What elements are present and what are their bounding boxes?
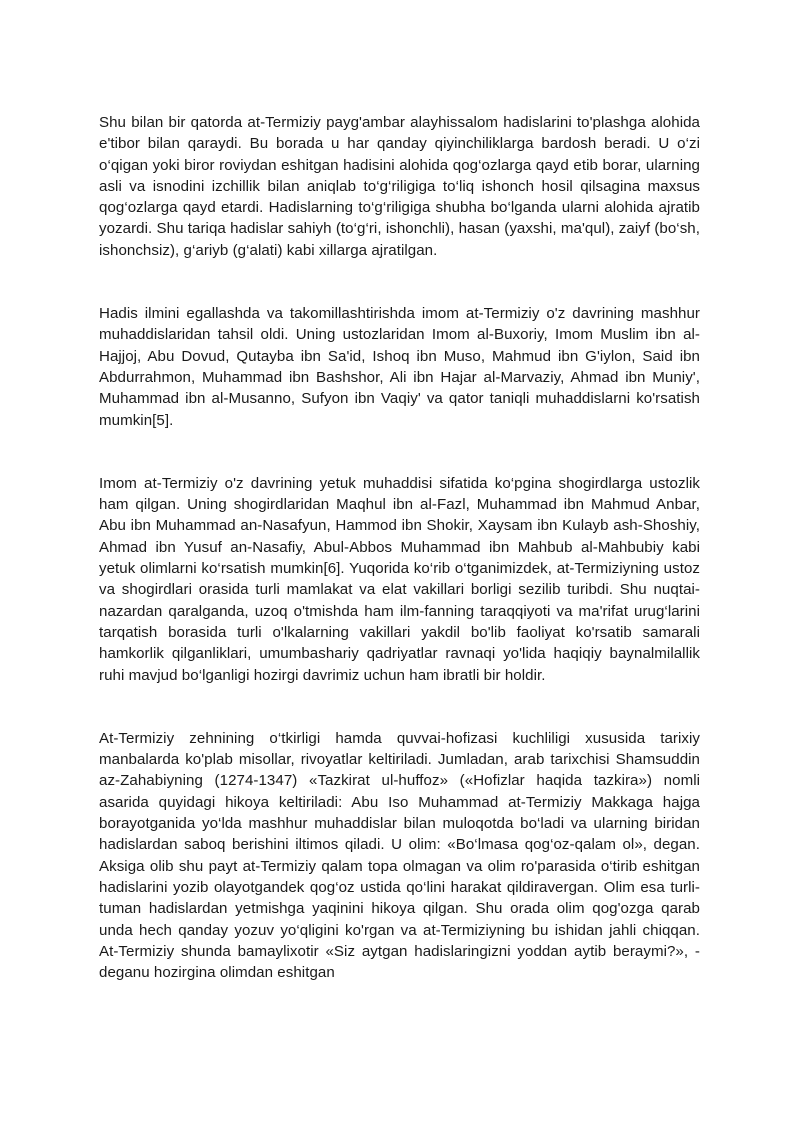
paragraph-students: Imom at-Termiziy o'z davrining yetuk muhaddisi sifatida ko‘pgina shogirdlarga ustozlik ham qilgan. Uning shogirdlaridan Maqhul ibn al-Fazl, Muhammad ibn Mahmud Anbar, Abu ibn Muhammad an-Nasafyun, Hammod ibn Shokir, Xaysam ibn Kulayb ash-Shoshiy, Ahmad ibn Yusuf an-Nasafiy, Abul-Abbos Muhammad ibn Mahbub al-Mahbubiy kabi yetuk olimlarni ko‘rsatish mumkin[6]. Yuqorida ko‘rib o‘tganimizdek, at-Termiziyning ustoz va shogirdlari orasida turli mamlakat va elat vakillari borligi sezilib turibdi. Shu nuqtai-nazardan qaralganda, uzoq o'tmishda ham ilm-fanning taraqqiyoti va ma'rifat urug‘larini tarqatish borasida turli o'lkalarning vakillari yakdil bo'lib faoliyat ko'rsatib samarali hamkorlik qilganliklari, umumbashariy qadriyatlar ravnaqi yo'lida haqiqiy baynalmilallik ruhi mavjud bo‘lganligi hozirgi davrimiz uchun ham ibratli bir holdir. bbox=[99, 474, 700, 684]
paragraph-hadith-collection: Shu bilan bir qatorda at-Termiziy payg'ambar alayhissalom hadislarini to'plashga alohida e'tibor bilan qaraydi. Bu borada u har qanday qiyinchiliklarga bardosh beradi. U o‘zi o‘qigan yoki biror roviydan eshitgan hadisini alohida qog‘ozlarga qayd etib borar, ularning asli va isnodini izchillik bilan aniqlab to‘g‘riligiga to‘liq ishonch hosil qilsagina maxsus qog‘ozlarga qayd etardi. Hadislarning to‘g‘riligiga shubha bo‘lganda ularni alohida ajratib yozardi. Shu tariqa hadislar sahiyh (to‘g‘ri, ishonchli), hasan (yaxshi, ma'qul), zaiyf (bo‘sh, ishonchsiz), g‘ariyb (g‘alati) kabi xillarga ajratilgan. bbox=[99, 114, 700, 259]
document-page bbox=[99, 112, 700, 983]
paragraph-memory: At-Termiziy zehnining o‘tkirligi hamda quvvai-hofizasi kuchliligi xususida tarixiy manbalarda ko'plab misollar, rivoyatlar keltiriladi. Jumladan, arab tarixchisi Shamsuddin az-Zahabiyning (1274-1347) «Tazkirat ul-huffoz» («Hofizlar haqida tazkira») nomli asarida quyidagi hikoya keltiriladi: Abu Iso Muhammad at-Termiziy Makkaga hajga borayotganida yo‘lda mashhur muhaddislar bilan muloqotda bo‘ladi va ularning biridan hadislardan saboq berishini iltimos qiladi. U olim: «Bo‘lmasa qog‘oz-qalam ol», degan. Aksiga olib shu payt at-Termiziy qalam topa olmagan va olim ro'parasida o‘tirib eshitgan hadislarini yozib olayotgandek qog‘oz ustida qo‘lini harakat qildiravergan. Olim esa turli-tuman hadislardan yetmishga yaqinini hikoya qilgan. Shu orada olim qog'ozga qarab unda hech qanday yozuv yo‘qligini ko'rgan va at-Termiziyning bu ishidan jahli chiqqan. At-Termiziy shunda bamaylixotir «Siz aytgan hadislaringizni yoddan aytib beraymi?», - deganu hozirgina olimdan eshitgan bbox=[99, 729, 700, 982]
paragraph-teachers: Hadis ilmini egallashda va takomillashtirishda imom at-Termiziy o'z davrining mashhur muhaddislaridan tahsil oldi. Uning ustozlaridan Imom al-Buxoriy, Imom Muslim ibn al-Hajjoj, Abu Dovud, Qutayba ibn Sa'id, Ishoq ibn Muso, Mahmud ibn G'iylon, Said ibn Abdurrahmon, Muhammad ibn Bashshor, Ali ibn Hajar al-Marvaziy, Ahmad ibn Muniy', Muhammad ibn al-Musanno, Sufyon ibn Vaqiy' va qator taniqli muhaddislarni ko'rsatish mumkin[5]. bbox=[99, 305, 700, 429]
